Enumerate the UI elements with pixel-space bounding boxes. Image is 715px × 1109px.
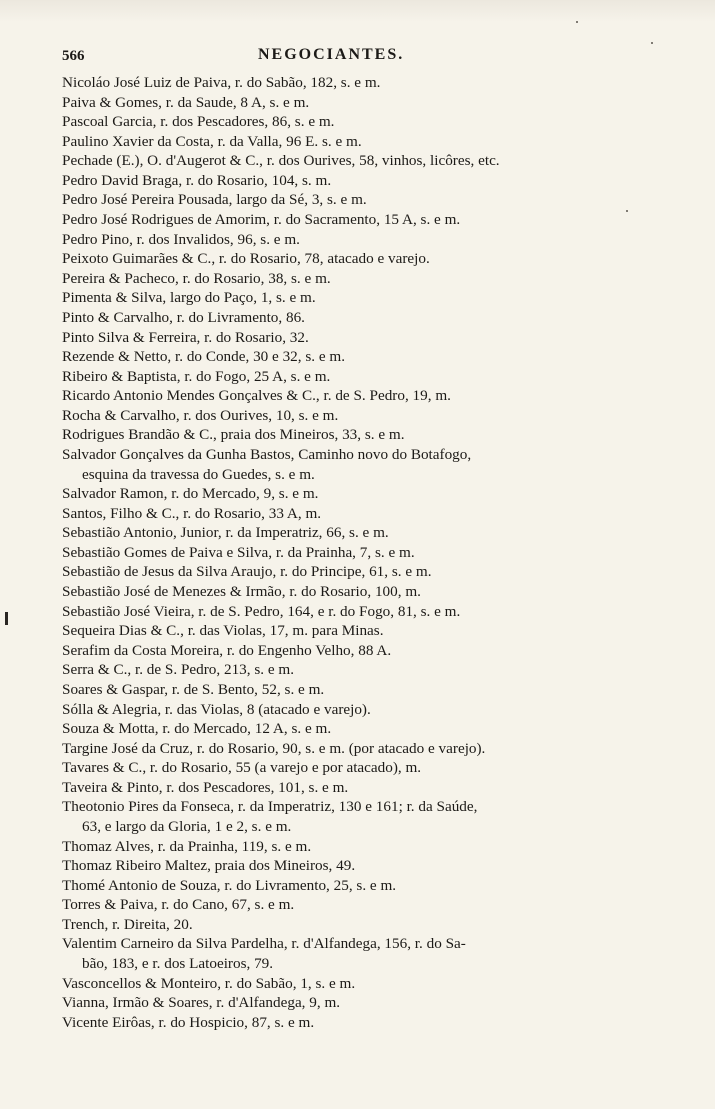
entry: Paulino Xavier da Costa, r. da Valla, 96 E. s. e m. [62,132,362,150]
entry: Paiva & Gomes, r. da Saude, 8 A, s. e m. [62,93,310,111]
margin-ink-mark [5,612,8,625]
entry: Taveira & Pinto, r. dos Pescadores, 101, s. e m. [62,778,349,796]
entry: Souza & Motta, r. do Mercado, 12 A, s. e m. [62,720,332,738]
entry: Salvador Ramon, r. do Mercado, 9, s. e m. [62,485,319,503]
directory-list [62,73,662,1032]
entry-continuation: 63, e largo da Gloria, 1 e 2, s. e m. [82,817,292,835]
entry: Pereira & Pacheco, r. do Rosario, 38, s. e m. [62,269,331,287]
entry: Soares & Gaspar, r. de S. Bento, 52, s. e m. [62,680,325,698]
page-header [62,46,667,72]
ink-speck [576,21,578,23]
entry: Thomaz Alves, r. da Prainha, 119, s. e m. [62,837,312,855]
ink-speck [651,42,653,44]
entry: Rezende & Netto, r. do Conde, 30 e 32, s. e m. [62,348,346,366]
entry: Pimenta & Silva, largo do Paço, 1, s. e m. [62,289,316,307]
entry: Valentim Carneiro da Silva Pardelha, r. d'Alfandega, 156, r. do Sa- [62,935,466,953]
entry: Pedro José Pereira Pousada, largo da Sé, 3, s. e m. [62,191,367,209]
entry: Sequeira Dias & C., r. das Violas, 17, m. para Minas. [62,622,384,640]
entry: Thomé Antonio de Souza, r. do Livramento, 25, s. e m. [62,876,397,894]
show-through-strip [0,0,715,22]
entry: Sebastião Antonio, Junior, r. da Imperatriz, 66, s. e m. [62,524,389,542]
entry: Serafim da Costa Moreira, r. do Engenho Velho, 88 A. [62,641,392,659]
entry-continuation: bão, 183, e r. dos Latoeiros, 79. [82,955,274,973]
entry: Peixoto Guimarães & C., r. do Rosario, 78, atacado e varejo. [62,250,430,268]
entry: Vicente Eirôas, r. do Hospicio, 87, s. e m. [62,1013,315,1031]
entry: Serra & C., r. de S. Pedro, 213, s. e m. [62,661,295,679]
entry: Pedro David Braga, r. do Rosario, 104, s. m. [62,171,332,189]
entry: Pechade (E.), O. d'Augerot & C., r. dos Ourives, 58, vinhos, licôres, etc. [62,152,500,170]
entry: Pinto & Carvalho, r. do Livramento, 86. [62,308,305,326]
entry: Sólla & Alegria, r. das Violas, 8 (atacado e varejo). [62,700,371,718]
entry: Santos, Filho & C., r. do Rosario, 33 A, m. [62,504,322,522]
entry: Salvador Gonçalves da Gunha Bastos, Caminho novo do Botafogo, [62,445,472,463]
entry: Sebastião José de Menezes & Irmão, r. do Rosario, 100, m. [62,583,421,601]
entry: Thomaz Ribeiro Maltez, praia dos Mineiros, 49. [62,857,356,875]
entry: Pascoal Garcia, r. dos Pescadores, 86, s. e m. [62,113,335,131]
entry-continuation: esquina da travessa do Guedes, s. e m. [82,465,315,483]
entry: Rocha & Carvalho, r. dos Ourives, 10, s. e m. [62,406,339,424]
entry: Pedro Pino, r. dos Invalidos, 96, s. e m. [62,230,300,248]
page-number: 566 [62,48,85,64]
entry: Theotonio Pires da Fonseca, r. da Imperatriz, 130 e 161; r. da Saúde, [62,798,478,816]
entry: Sebastião Gomes de Paiva e Silva, r. da Prainha, 7, s. e m. [62,543,415,561]
entry: Ricardo Antonio Mendes Gonçalves & C., r. de S. Pedro, 19, m. [62,387,451,405]
entry: Ribeiro & Baptista, r. do Fogo, 25 A, s. e m. [62,367,331,385]
entry: Targine José da Cruz, r. do Rosario, 90, s. e m. (por atacado e varejo). [62,739,486,757]
entry: Tavares & C., r. do Rosario, 55 (a varejo e por atacado), m. [62,759,422,777]
entry: Pinto Silva & Ferreira, r. do Rosario, 32. [62,328,309,346]
running-head: NEGOCIANTES. [258,46,405,63]
entry: Vianna, Irmão & Soares, r. d'Alfandega, 9, m. [62,994,341,1012]
ink-speck [626,210,628,212]
entry: Sebastião de Jesus da Silva Araujo, r. do Principe, 61, s. e m. [62,563,432,581]
entry: Vasconcellos & Monteiro, r. do Sabão, 1, s. e m. [62,974,356,992]
entry: Pedro José Rodrigues de Amorim, r. do Sacramento, 15 A, s. e m. [62,211,461,229]
entry: Sebastião José Vieira, r. de S. Pedro, 164, e r. do Fogo, 81, s. e m. [62,602,461,620]
entry: Nicoláo José Luiz de Paiva, r. do Sabão, 182, s. e m. [62,74,381,91]
entry: Rodrigues Brandão & C., praia dos Mineiros, 33, s. e m. [62,426,405,444]
entry: Trench, r. Direita, 20. [62,915,193,933]
entry: Torres & Paiva, r. do Cano, 67, s. e m. [62,896,295,914]
